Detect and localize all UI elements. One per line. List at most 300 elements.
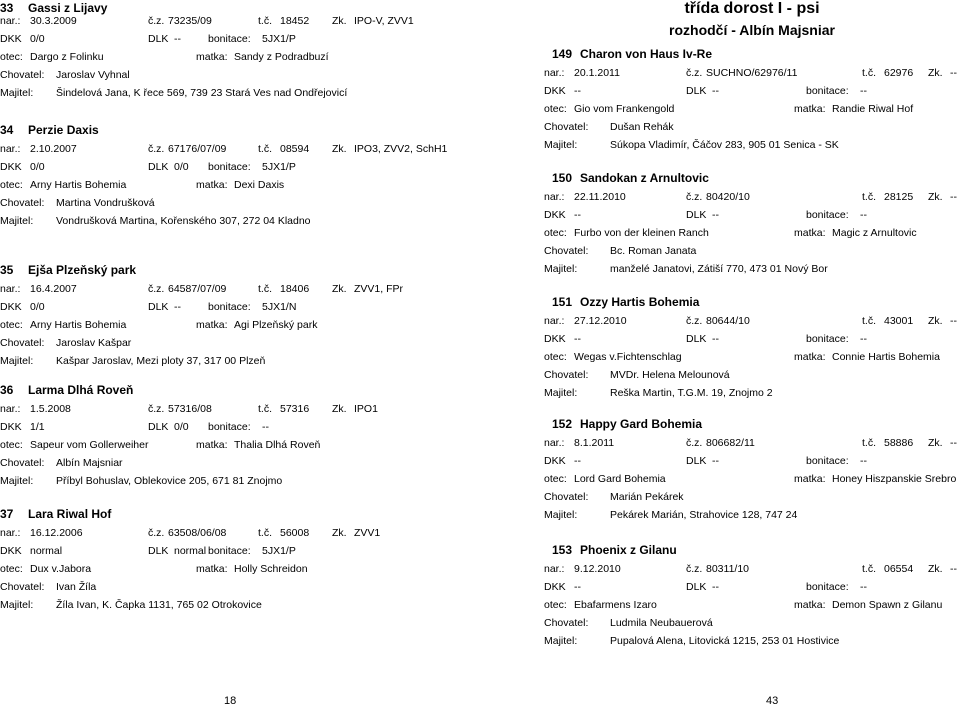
dlk-label: DLK bbox=[148, 421, 169, 433]
chovatel-value: Jaroslav Vyhnal bbox=[56, 69, 130, 81]
zk-value: ZVV1 bbox=[354, 527, 381, 539]
otec-value: Gio vom Frankengold bbox=[574, 103, 675, 115]
matka-value: Magic z Arnultovic bbox=[832, 227, 917, 239]
dog-name: Phoenix z Gilanu bbox=[580, 543, 677, 557]
chovatel-value: Bc. Roman Janata bbox=[610, 245, 697, 257]
chovatel-label: Chovatel: bbox=[0, 197, 45, 209]
zk-value: ZVV1, FPr bbox=[354, 283, 404, 295]
majitel-label: Majitel: bbox=[544, 139, 578, 151]
tc-value: 08594 bbox=[280, 143, 310, 155]
entry-number: 34 bbox=[0, 123, 14, 137]
dkk-label: DKK bbox=[0, 421, 22, 433]
majitel-value: Súkopa Vladimír, Čáčov 283, 905 01 Senica - SK bbox=[610, 139, 839, 151]
otec-value: Sapeur vom Gollerweiher bbox=[30, 439, 149, 451]
entry-row bbox=[0, 214, 470, 228]
entry-row bbox=[544, 562, 960, 576]
entry-row bbox=[0, 438, 470, 452]
dlk-label: DLK bbox=[148, 301, 169, 313]
page-number-left: 18 bbox=[224, 695, 237, 707]
bonitace-value: 5JX1/P bbox=[262, 161, 296, 173]
majitel-value: manželé Janatovi, Zátiší 770, 473 01 Nový Bor bbox=[610, 263, 828, 275]
cz-label: č.z. bbox=[686, 563, 703, 575]
otec-value: Ebafarmens Izaro bbox=[574, 599, 657, 611]
cz-value: 80311/10 bbox=[706, 563, 750, 575]
entry-row bbox=[0, 196, 470, 210]
majitel-value: Žíla Ivan, K. Čapka 1131, 765 02 Otrokovice bbox=[56, 599, 262, 611]
dkk-value: 0/0 bbox=[30, 33, 45, 45]
dkk-value: normal bbox=[30, 545, 63, 557]
dlk-label: DLK bbox=[148, 161, 169, 173]
entry-number: 149 bbox=[552, 47, 573, 61]
entry-row bbox=[0, 282, 470, 296]
dlk-value: normal bbox=[174, 545, 207, 557]
dkk-value: -- bbox=[574, 209, 581, 221]
bonitace-label: bonitace: bbox=[208, 33, 251, 45]
matka-label: matka: bbox=[794, 227, 826, 239]
entry-heading bbox=[0, 382, 133, 398]
chovatel-label: Chovatel: bbox=[544, 369, 589, 381]
entry-heading bbox=[0, 262, 136, 278]
entry-row bbox=[544, 598, 960, 612]
matka-label: matka: bbox=[794, 103, 826, 115]
otec-value: Dux v.Jabora bbox=[30, 563, 92, 575]
dlk-value: -- bbox=[712, 85, 719, 97]
nar: nar.: bbox=[0, 527, 21, 539]
chovatel-value: MVDr. Helena Melounová bbox=[610, 369, 730, 381]
otec-label: otec: bbox=[0, 51, 23, 63]
otec-value: Dargo z Folinku bbox=[30, 51, 104, 63]
entry-heading bbox=[552, 46, 712, 62]
bonitace-value: -- bbox=[860, 85, 867, 97]
entry-row bbox=[544, 208, 960, 222]
otec-label: otec: bbox=[0, 563, 23, 575]
dlk-value: 0/0 bbox=[174, 421, 189, 433]
chovatel-label: Chovatel: bbox=[0, 457, 45, 469]
chovatel-value: Martina Vondrušková bbox=[56, 197, 155, 209]
dlk-value: -- bbox=[174, 301, 181, 313]
entry-row bbox=[0, 580, 470, 594]
entry-row bbox=[544, 508, 960, 522]
entry-heading bbox=[0, 122, 99, 138]
nar-value: 22.11.2010 bbox=[574, 191, 626, 203]
entry-row bbox=[544, 454, 960, 468]
entry-row bbox=[0, 420, 470, 434]
dkk-value: 0/0 bbox=[30, 161, 45, 173]
nar: nar.: bbox=[544, 191, 565, 203]
bonitace-label: bonitace: bbox=[806, 85, 849, 97]
nar-value: 9.12.2010 bbox=[574, 563, 621, 575]
entry-row bbox=[0, 318, 470, 332]
majitel-label: Majitel: bbox=[0, 215, 34, 227]
zk-label: Zk. bbox=[332, 143, 347, 155]
entry-row bbox=[544, 138, 960, 152]
cz-label: č.z. bbox=[686, 67, 703, 79]
dlk-value: -- bbox=[712, 209, 719, 221]
tc-value: 18452 bbox=[280, 15, 310, 27]
dkk-label: DKK bbox=[0, 301, 22, 313]
dog-name: Ejša Plzeňský park bbox=[28, 263, 137, 277]
bonitace-label: bonitace: bbox=[208, 545, 251, 557]
nar: nar.: bbox=[0, 283, 21, 295]
chovatel-label: Chovatel: bbox=[0, 337, 45, 349]
entry-row bbox=[0, 68, 470, 82]
bonitace-value: -- bbox=[860, 209, 867, 221]
dlk-label: DLK bbox=[686, 209, 707, 221]
matka-value: Agi Plzeňský park bbox=[234, 319, 318, 331]
entry-heading bbox=[552, 294, 699, 310]
matka-value: Sandy z Podradbuzí bbox=[234, 51, 329, 63]
entry-row bbox=[544, 350, 960, 364]
dog-name: Larma Dlhá Roveň bbox=[28, 383, 134, 397]
bonitace-label: bonitace: bbox=[208, 421, 251, 433]
nar-value: 2.10.2007 bbox=[30, 143, 77, 155]
otec-label: otec: bbox=[544, 103, 567, 115]
tc-label: t.č. bbox=[258, 15, 273, 27]
chovatel-value: Dušan Rehák bbox=[610, 121, 674, 133]
dlk-label: DLK bbox=[686, 333, 707, 345]
bonitace-value: 5JX1/N bbox=[262, 301, 297, 313]
tc-value: 57316 bbox=[280, 403, 310, 415]
entry-row bbox=[544, 368, 960, 382]
matka-value: Connie Hartis Bohemia bbox=[832, 351, 940, 363]
nar-value: 16.12.2006 bbox=[30, 527, 83, 539]
otec-value: Furbo von der kleinen Ranch bbox=[574, 227, 709, 239]
chovatel-label: Chovatel: bbox=[544, 121, 589, 133]
nar: nar.: bbox=[544, 67, 565, 79]
matka-value: Thalia Dlhá Roveň bbox=[234, 439, 321, 451]
entry-row bbox=[544, 120, 960, 134]
entry-heading bbox=[552, 170, 709, 186]
entry-number: 33 bbox=[0, 1, 14, 15]
cz-value: 806682/11 bbox=[706, 437, 755, 449]
cz-value: SUCHNO/62976/11 bbox=[706, 67, 798, 79]
entry-row bbox=[0, 300, 470, 314]
otec-value: Wegas v.Fichtenschlag bbox=[574, 351, 682, 363]
zk-label: Zk. bbox=[332, 283, 347, 295]
dkk-value: -- bbox=[574, 455, 581, 467]
zk-label: Zk. bbox=[332, 527, 347, 539]
majitel-label: Majitel: bbox=[0, 355, 34, 367]
dkk-value: -- bbox=[574, 581, 581, 593]
chovatel-label: Chovatel: bbox=[544, 617, 589, 629]
nar: nar.: bbox=[0, 143, 21, 155]
majitel-value: Kašpar Jaroslav, Mezi ploty 37, 317 00 Plzeň bbox=[56, 355, 266, 367]
zk-value: IPO3, ZVV2, SchH1 bbox=[354, 143, 448, 155]
chovatel-label: Chovatel: bbox=[0, 581, 45, 593]
zk-label: Zk. bbox=[928, 67, 943, 79]
entry-row bbox=[0, 86, 470, 100]
bonitace-value: 5JX1/P bbox=[262, 545, 296, 557]
dlk-label: DLK bbox=[148, 545, 169, 557]
entry-heading bbox=[552, 416, 702, 432]
zk-label: Zk. bbox=[928, 563, 943, 575]
cz-label: č.z. bbox=[148, 403, 165, 415]
majitel-value: Pupalová Alena, Litovická 1215, 253 01 Hostivice bbox=[610, 635, 840, 647]
majitel-value: Šindelová Jana, K řece 569, 739 23 Stará Ves nad Ondřejovicí bbox=[56, 87, 348, 99]
bonitace-value: -- bbox=[860, 455, 867, 467]
dog-name: Ozzy Hartis Bohemia bbox=[580, 295, 700, 309]
tc-label: t.č. bbox=[862, 67, 877, 79]
dlk-value: -- bbox=[174, 33, 181, 45]
bonitace-label: bonitace: bbox=[208, 301, 251, 313]
cz-label: č.z. bbox=[148, 15, 165, 27]
entry-row bbox=[544, 244, 960, 258]
zk-label: Zk. bbox=[332, 403, 347, 415]
zk-value: -- bbox=[950, 563, 957, 575]
entry-row bbox=[544, 386, 960, 400]
nar-value: 16.4.2007 bbox=[30, 283, 77, 295]
dlk-label: DLK bbox=[686, 455, 707, 467]
matka-label: matka: bbox=[794, 599, 826, 611]
majitel-label: Majitel: bbox=[0, 475, 34, 487]
entry-row bbox=[0, 474, 470, 488]
entry-number: 151 bbox=[552, 295, 573, 309]
tc-label: t.č. bbox=[862, 191, 877, 203]
bonitace-label: bonitace: bbox=[806, 209, 849, 221]
cz-label: č.z. bbox=[686, 437, 703, 449]
dkk-value: 0/0 bbox=[30, 301, 45, 313]
entry-row bbox=[0, 336, 470, 350]
otec-label: otec: bbox=[544, 599, 567, 611]
dlk-value: -- bbox=[712, 333, 719, 345]
judge-line: rozhodčí - Albín Majsniar bbox=[669, 22, 835, 38]
chovatel-value: Jaroslav Kašpar bbox=[56, 337, 132, 349]
entry-row bbox=[0, 32, 470, 46]
matka-value: Holly Schreidon bbox=[234, 563, 308, 575]
majitel-value: Vondrušková Martina, Kořenského 307, 272 04 Kladno bbox=[56, 215, 311, 227]
otec-label: otec: bbox=[544, 227, 567, 239]
entry-row bbox=[0, 562, 470, 576]
tc-value: 58886 bbox=[884, 437, 914, 449]
cz-value: 73235/09 bbox=[168, 15, 212, 27]
dkk-label: DKK bbox=[544, 455, 566, 467]
cz-value: 80644/10 bbox=[706, 315, 750, 327]
entry-number: 36 bbox=[0, 383, 14, 397]
zk-label: Zk. bbox=[928, 315, 943, 327]
dkk-value: -- bbox=[574, 333, 581, 345]
tc-label: t.č. bbox=[258, 403, 273, 415]
nar: nar.: bbox=[0, 403, 21, 415]
cz-value: 64587/07/09 bbox=[168, 283, 227, 295]
bonitace-value: 5JX1/P bbox=[262, 33, 296, 45]
matka-label: matka: bbox=[794, 351, 826, 363]
entry-row bbox=[544, 490, 960, 504]
class-header: třída dorost I - psi bbox=[684, 0, 820, 17]
nar: nar.: bbox=[544, 437, 565, 449]
chovatel-label: Chovatel: bbox=[0, 69, 45, 81]
majitel-label: Majitel: bbox=[544, 387, 578, 399]
entry-row bbox=[0, 160, 470, 174]
dog-name: Charon von Haus Iv-Re bbox=[580, 47, 713, 61]
dkk-label: DKK bbox=[544, 581, 566, 593]
tc-label: t.č. bbox=[862, 437, 877, 449]
entry-row bbox=[544, 436, 960, 450]
matka-value: Honey Hiszpanskie Srebro bbox=[832, 473, 957, 485]
matka-value: Dexi Daxis bbox=[234, 179, 285, 191]
entry-row bbox=[0, 526, 470, 540]
entry-row bbox=[544, 616, 960, 630]
zk-value: -- bbox=[950, 315, 957, 327]
nar: nar.: bbox=[0, 15, 21, 27]
matka-value: Randie Riwal Hof bbox=[832, 103, 914, 115]
majitel-label: Majitel: bbox=[0, 599, 34, 611]
cz-value: 63508/06/08 bbox=[168, 527, 227, 539]
cz-value: 80420/10 bbox=[706, 191, 750, 203]
page-number-right: 43 bbox=[766, 695, 779, 707]
chovatel-label: Chovatel: bbox=[544, 491, 589, 503]
matka-label: matka: bbox=[196, 563, 228, 575]
entry-number: 152 bbox=[552, 417, 573, 431]
entry-row bbox=[0, 598, 470, 612]
bonitace-label: bonitace: bbox=[208, 161, 251, 173]
dkk-value: 1/1 bbox=[30, 421, 45, 433]
zk-value: -- bbox=[950, 191, 957, 203]
dlk-label: DLK bbox=[686, 581, 707, 593]
matka-label: matka: bbox=[196, 51, 228, 63]
matka-label: matka: bbox=[196, 439, 228, 451]
matka-label: matka: bbox=[794, 473, 826, 485]
nar: nar.: bbox=[544, 315, 565, 327]
entry-row bbox=[544, 580, 960, 594]
entry-row bbox=[544, 102, 960, 116]
cz-label: č.z. bbox=[148, 527, 165, 539]
zk-value: IPO1 bbox=[354, 403, 378, 415]
majitel-label: Majitel: bbox=[0, 87, 34, 99]
tc-label: t.č. bbox=[258, 143, 273, 155]
zk-value: -- bbox=[950, 437, 957, 449]
entry-row bbox=[0, 456, 470, 470]
dlk-label: DLK bbox=[148, 33, 169, 45]
cz-value: 67176/07/09 bbox=[168, 143, 227, 155]
otec-label: otec: bbox=[544, 473, 567, 485]
entry-row bbox=[544, 190, 960, 204]
majitel-label: Majitel: bbox=[544, 635, 578, 647]
majitel-value: Příbyl Bohuslav, Oblekovice 205, 671 81 Znojmo bbox=[56, 475, 283, 487]
chovatel-value: Albín Majsniar bbox=[56, 457, 123, 469]
chovatel-value: Ivan Žíla bbox=[56, 581, 97, 593]
entry-row bbox=[544, 332, 960, 346]
dog-name: Lara Riwal Hof bbox=[28, 507, 112, 521]
matka-label: matka: bbox=[196, 179, 228, 191]
majitel-value: Pekárek Marián, Strahovice 128, 747 24 bbox=[610, 509, 798, 521]
dog-name: Perzie Daxis bbox=[28, 123, 99, 137]
dlk-label: DLK bbox=[686, 85, 707, 97]
dlk-value: -- bbox=[712, 581, 719, 593]
entry-heading bbox=[0, 506, 111, 522]
dog-name: Sandokan z Arnultovic bbox=[580, 171, 709, 185]
otec-value: Arny Hartis Bohemia bbox=[30, 319, 127, 331]
nar-value: 1.5.2008 bbox=[30, 403, 71, 415]
zk-value: IPO-V, ZVV1 bbox=[354, 15, 414, 27]
entry-number: 150 bbox=[552, 171, 573, 185]
bonitace-value: -- bbox=[860, 581, 867, 593]
entry-number: 37 bbox=[0, 507, 14, 521]
entry-row bbox=[544, 66, 960, 80]
cz-label: č.z. bbox=[148, 143, 165, 155]
entry-row bbox=[544, 262, 960, 276]
dkk-label: DKK bbox=[544, 209, 566, 221]
otec-label: otec: bbox=[0, 439, 23, 451]
zk-value: -- bbox=[950, 67, 957, 79]
entry-row bbox=[0, 544, 470, 558]
cz-label: č.z. bbox=[686, 191, 703, 203]
tc-value: 56008 bbox=[280, 527, 310, 539]
otec-label: otec: bbox=[0, 319, 23, 331]
dlk-value: -- bbox=[712, 455, 719, 467]
entry-row bbox=[0, 50, 470, 64]
cz-label: č.z. bbox=[148, 283, 165, 295]
entry-row bbox=[544, 84, 960, 98]
entry-row bbox=[544, 226, 960, 240]
tc-label: t.č. bbox=[258, 283, 273, 295]
cz-value: 57316/08 bbox=[168, 403, 212, 415]
entry-number: 153 bbox=[552, 543, 573, 557]
cz-label: č.z. bbox=[686, 315, 703, 327]
zk-label: Zk. bbox=[332, 15, 347, 27]
entry-row bbox=[0, 14, 470, 28]
bonitace-label: bonitace: bbox=[806, 581, 849, 593]
dkk-label: DKK bbox=[544, 85, 566, 97]
matka-label: matka: bbox=[196, 319, 228, 331]
tc-value: 28125 bbox=[884, 191, 914, 203]
dog-name: Happy Gard Bohemia bbox=[580, 417, 703, 431]
dkk-label: DKK bbox=[0, 33, 22, 45]
majitel-label: Majitel: bbox=[544, 263, 578, 275]
entry-row bbox=[0, 178, 470, 192]
bonitace-label: bonitace: bbox=[806, 455, 849, 467]
otec-label: otec: bbox=[544, 351, 567, 363]
zk-label: Zk. bbox=[928, 437, 943, 449]
nar-value: 8.1.2011 bbox=[574, 437, 615, 449]
majitel-value: Reška Martin, T.G.M. 19, Znojmo 2 bbox=[610, 387, 773, 399]
nar-value: 27.12.2010 bbox=[574, 315, 627, 327]
nar-value: 30.3.2009 bbox=[30, 15, 77, 27]
bonitace-value: -- bbox=[262, 421, 269, 433]
chovatel-label: Chovatel: bbox=[544, 245, 589, 257]
chovatel-value: Marián Pekárek bbox=[610, 491, 684, 503]
dkk-label: DKK bbox=[544, 333, 566, 345]
majitel-label: Majitel: bbox=[544, 509, 578, 521]
entry-row bbox=[544, 314, 960, 328]
tc-label: t.č. bbox=[862, 563, 877, 575]
entry-row bbox=[0, 354, 470, 368]
tc-value: 06554 bbox=[884, 563, 914, 575]
dkk-label: DKK bbox=[0, 161, 22, 173]
tc-label: t.č. bbox=[862, 315, 877, 327]
entry-row bbox=[0, 142, 470, 156]
otec-value: Lord Gard Bohemia bbox=[574, 473, 666, 485]
entry-row bbox=[544, 472, 960, 486]
tc-value: 43001 bbox=[884, 315, 914, 327]
nar: nar.: bbox=[544, 563, 565, 575]
dkk-label: DKK bbox=[0, 545, 22, 557]
zk-label: Zk. bbox=[928, 191, 943, 203]
entry-heading bbox=[552, 542, 677, 558]
tc-label: t.č. bbox=[258, 527, 273, 539]
entry-row bbox=[0, 402, 470, 416]
entry-number: 35 bbox=[0, 263, 14, 277]
nar-value: 20.1.2011 bbox=[574, 67, 620, 79]
otec-value: Arny Hartis Bohemia bbox=[30, 179, 127, 191]
tc-value: 18406 bbox=[280, 283, 310, 295]
entry-row bbox=[544, 634, 960, 648]
matka-value: Demon Spawn z Gilanu bbox=[832, 599, 943, 611]
tc-value: 62976 bbox=[884, 67, 914, 79]
otec-label: otec: bbox=[0, 179, 23, 191]
dkk-value: -- bbox=[574, 85, 581, 97]
chovatel-value: Ludmila Neubauerová bbox=[610, 617, 713, 629]
bonitace-label: bonitace: bbox=[806, 333, 849, 345]
